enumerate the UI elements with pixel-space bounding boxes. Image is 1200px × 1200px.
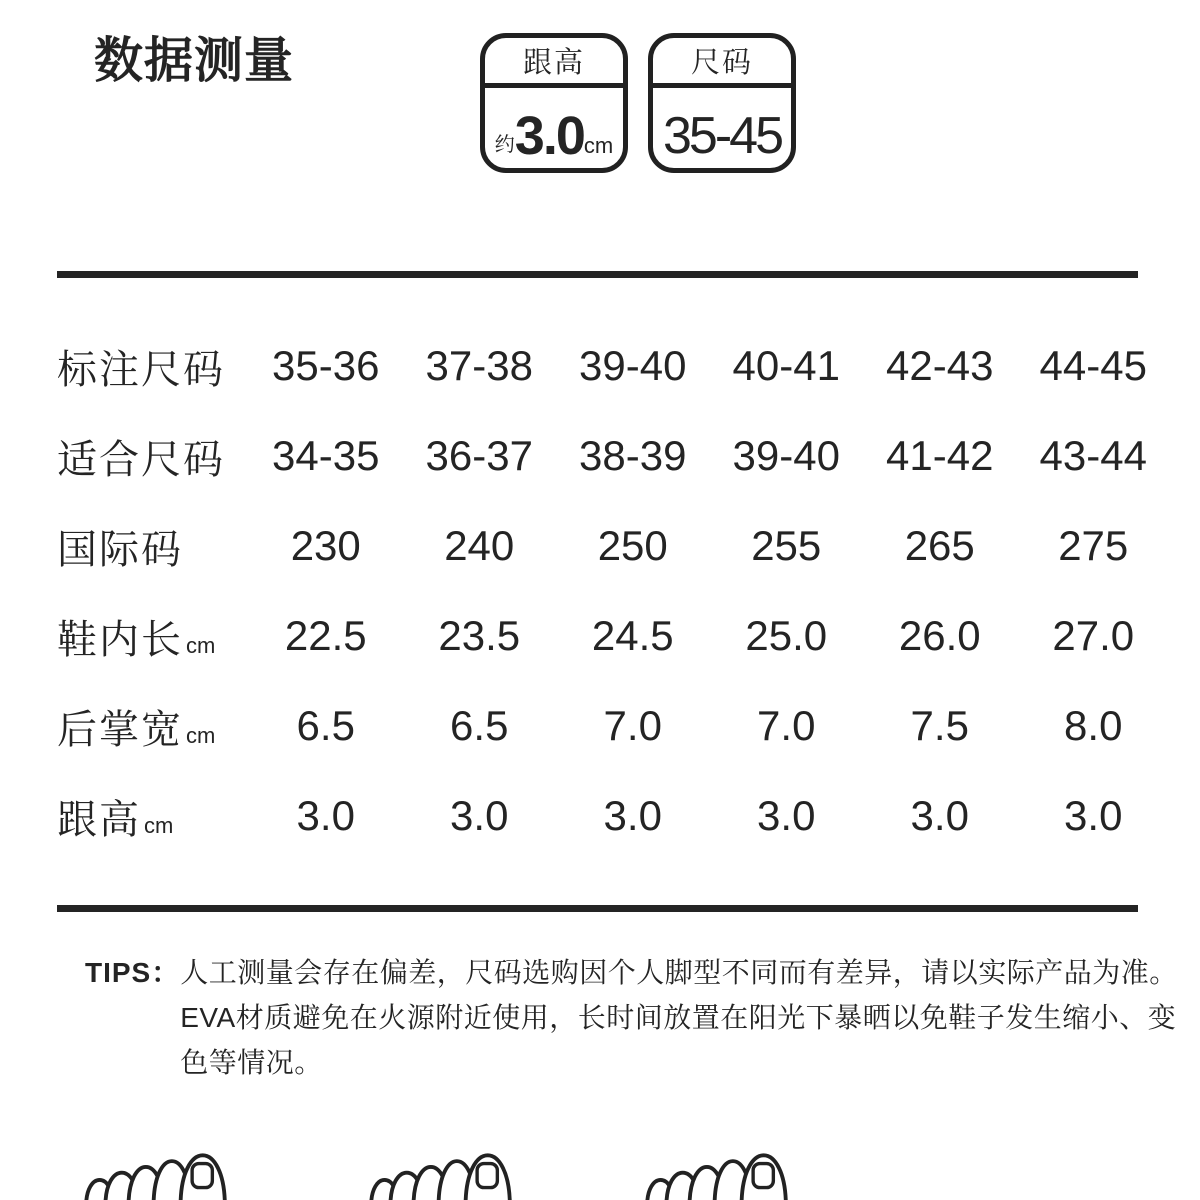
- heel-height-number: 3.0: [514, 105, 584, 166]
- top-divider: [57, 271, 1138, 278]
- table-cell: 255: [751, 522, 822, 569]
- table-cell: 3.0: [910, 792, 969, 839]
- heel-height-approx-prefix: 约: [494, 134, 515, 156]
- heel-height-unit: cm: [583, 133, 614, 158]
- heel-height-badge-label: 跟高: [485, 38, 623, 88]
- table-cell: 7.5: [910, 702, 969, 749]
- table-row: [57, 501, 1170, 591]
- size-range-number: 35-45: [663, 107, 781, 166]
- table-cell: 230: [290, 522, 361, 569]
- table-cell: 8.0: [1064, 702, 1123, 749]
- table-row: [57, 591, 1170, 681]
- size-table: [57, 321, 1170, 861]
- table-cell: 265: [904, 522, 975, 569]
- table-cell: 7.0: [757, 702, 816, 749]
- tips-section: [85, 950, 1178, 1085]
- table-row: [57, 681, 1170, 771]
- tips-text: [180, 950, 1178, 1085]
- foot-toes-illustration: [644, 1151, 789, 1200]
- table-cell: 6.5: [450, 702, 509, 749]
- table-cell: 25.0: [745, 612, 828, 659]
- table-cell: 24.5: [591, 612, 674, 659]
- table-cell: 250: [597, 522, 668, 569]
- row-label: 跟高 cm: [57, 797, 174, 842]
- table-cell: 3.0: [757, 792, 816, 839]
- table-cell: 37-38: [425, 342, 533, 389]
- table-row: [57, 771, 1170, 861]
- table-cell: 39-40: [579, 342, 687, 389]
- table-row: [57, 321, 1170, 411]
- table-cell: 42-43: [886, 342, 994, 389]
- table-cell: 44-45: [1039, 342, 1147, 389]
- table-cell: 3.0: [296, 792, 355, 839]
- row-unit: cm: [186, 632, 216, 658]
- table-cell: 240: [444, 522, 515, 569]
- table-cell: 34-35: [272, 432, 380, 479]
- table-cell: 6.5: [296, 702, 355, 749]
- table-cell: 23.5: [438, 612, 521, 659]
- size-range-badge: [648, 33, 796, 173]
- table-cell: 43-44: [1039, 432, 1147, 479]
- row-label: 鞋内长 cm: [57, 617, 216, 662]
- table-cell: 26.0: [898, 612, 981, 659]
- table-cell: 22.5: [284, 612, 367, 659]
- spec-badges: [480, 33, 796, 173]
- table-row: [57, 411, 1170, 501]
- table-cell: 3.0: [603, 792, 662, 839]
- table-cell: 41-42: [886, 432, 994, 479]
- heel-height-badge-value: [485, 88, 623, 168]
- foot-toes-illustration: [83, 1151, 228, 1200]
- tips-label: TIPS：: [85, 957, 181, 988]
- table-cell: 39-40: [732, 432, 840, 479]
- table-cell: 38-39: [579, 432, 687, 479]
- row-label: 标注尺码: [57, 347, 225, 392]
- tips-line: 人工测量会存在偏差，尺码选购因个人脚型不同而有差异，请以实际产品为准。: [180, 957, 1178, 988]
- table-cell: 3.0: [1064, 792, 1123, 839]
- table-cell: 275: [1058, 522, 1129, 569]
- heel-height-badge: [480, 33, 628, 173]
- row-label: 后掌宽 cm: [57, 707, 216, 752]
- row-label: 适合尺码: [57, 437, 225, 482]
- row-unit: cm: [186, 722, 216, 748]
- table-cell: 35-36: [272, 342, 380, 389]
- tips-line: 色等情况。: [180, 1047, 323, 1078]
- table-cell: 36-37: [425, 432, 533, 479]
- row-label: 国际码: [57, 527, 183, 572]
- row-unit: cm: [144, 812, 174, 838]
- table-cell: 27.0: [1052, 612, 1135, 659]
- table-cell: 40-41: [732, 342, 840, 389]
- size-range-badge-value: [653, 88, 791, 168]
- table-cell: 7.0: [603, 702, 662, 749]
- foot-toes-illustration: [368, 1151, 513, 1200]
- page-title: 数据测量: [94, 34, 295, 88]
- table-cell: 3.0: [450, 792, 509, 839]
- bottom-divider: [57, 905, 1138, 912]
- tips-line: EVA材质避免在火源附近使用，长时间放置在阳光下暴晒以免鞋子发生缩小、变: [180, 1002, 1177, 1033]
- size-range-badge-label: 尺码: [653, 38, 791, 88]
